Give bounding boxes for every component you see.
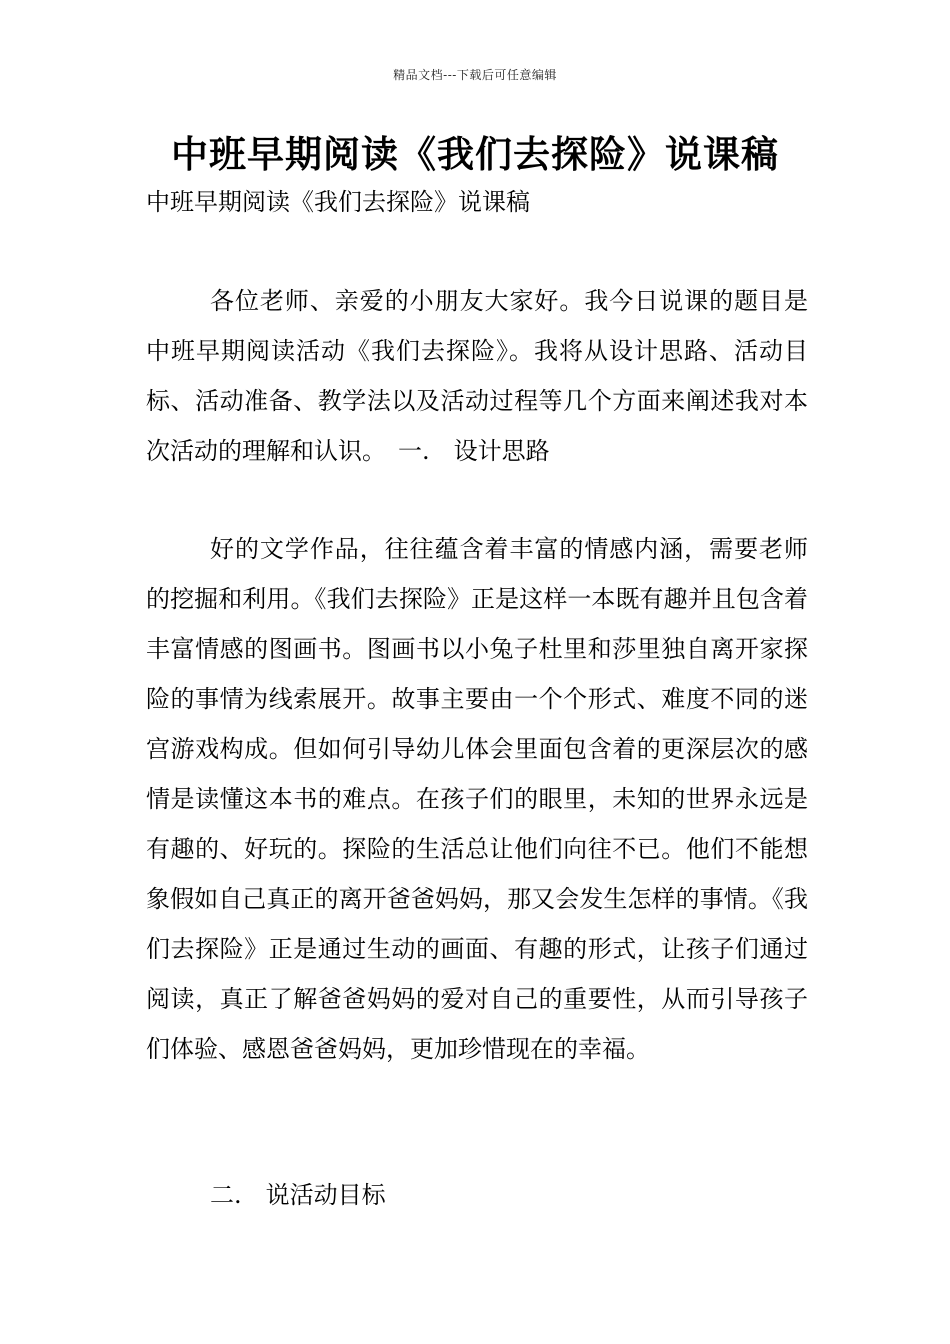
paragraph-design-idea: 好的文学作品，往往蕴含着丰富的情感内涵，需要老师的挖掘和利用。《我们去探险》正是这样一本既有趣并且包含着丰富情感的图画书。图画书以小兔子杜里和莎里独自离开家探险的事情为线索展开。故事主要由一个个形式、难度不同的迷宫游戏构成。但如何引导幼儿体会里面包含着的更深层次的感情是读懂这本书的难点。在孩子们的眼里，未知的世界永远是有趣的、好玩的。探险的生活总让他们向往不已。他们不能想象假如自己真正的离开爸爸妈妈，那又会发生怎样的事情。《我们去探险》正是通过生动的画面、有趣的形式，让孩子们通过阅读，真正了解爸爸妈妈的爱对自己的重要性，从而引导孩子们体验、感恩爸爸妈妈，更加珍惜现在的幸福。: [146, 535, 808, 1063]
section-heading-goals: 二. 说活动目标: [210, 1181, 386, 1209]
document-title: 中班早期阅读《我们去探险》说课稿: [171, 133, 779, 176]
paragraph-intro: 各位老师、亲爱的小朋友大家好。我今日说课的题目是中班早期阅读活动《我们去探险》。我将从设计思路、活动目标、活动准备、教学法以及活动过程等几个方面来阐述我对本次活动的理解和认识。 一. 设计思路: [146, 287, 808, 465]
document-subtitle: 中班早期阅读《我们去探险》说课稿: [146, 188, 530, 216]
header-note: 精品文档---下载后可任意编辑: [393, 68, 557, 82]
